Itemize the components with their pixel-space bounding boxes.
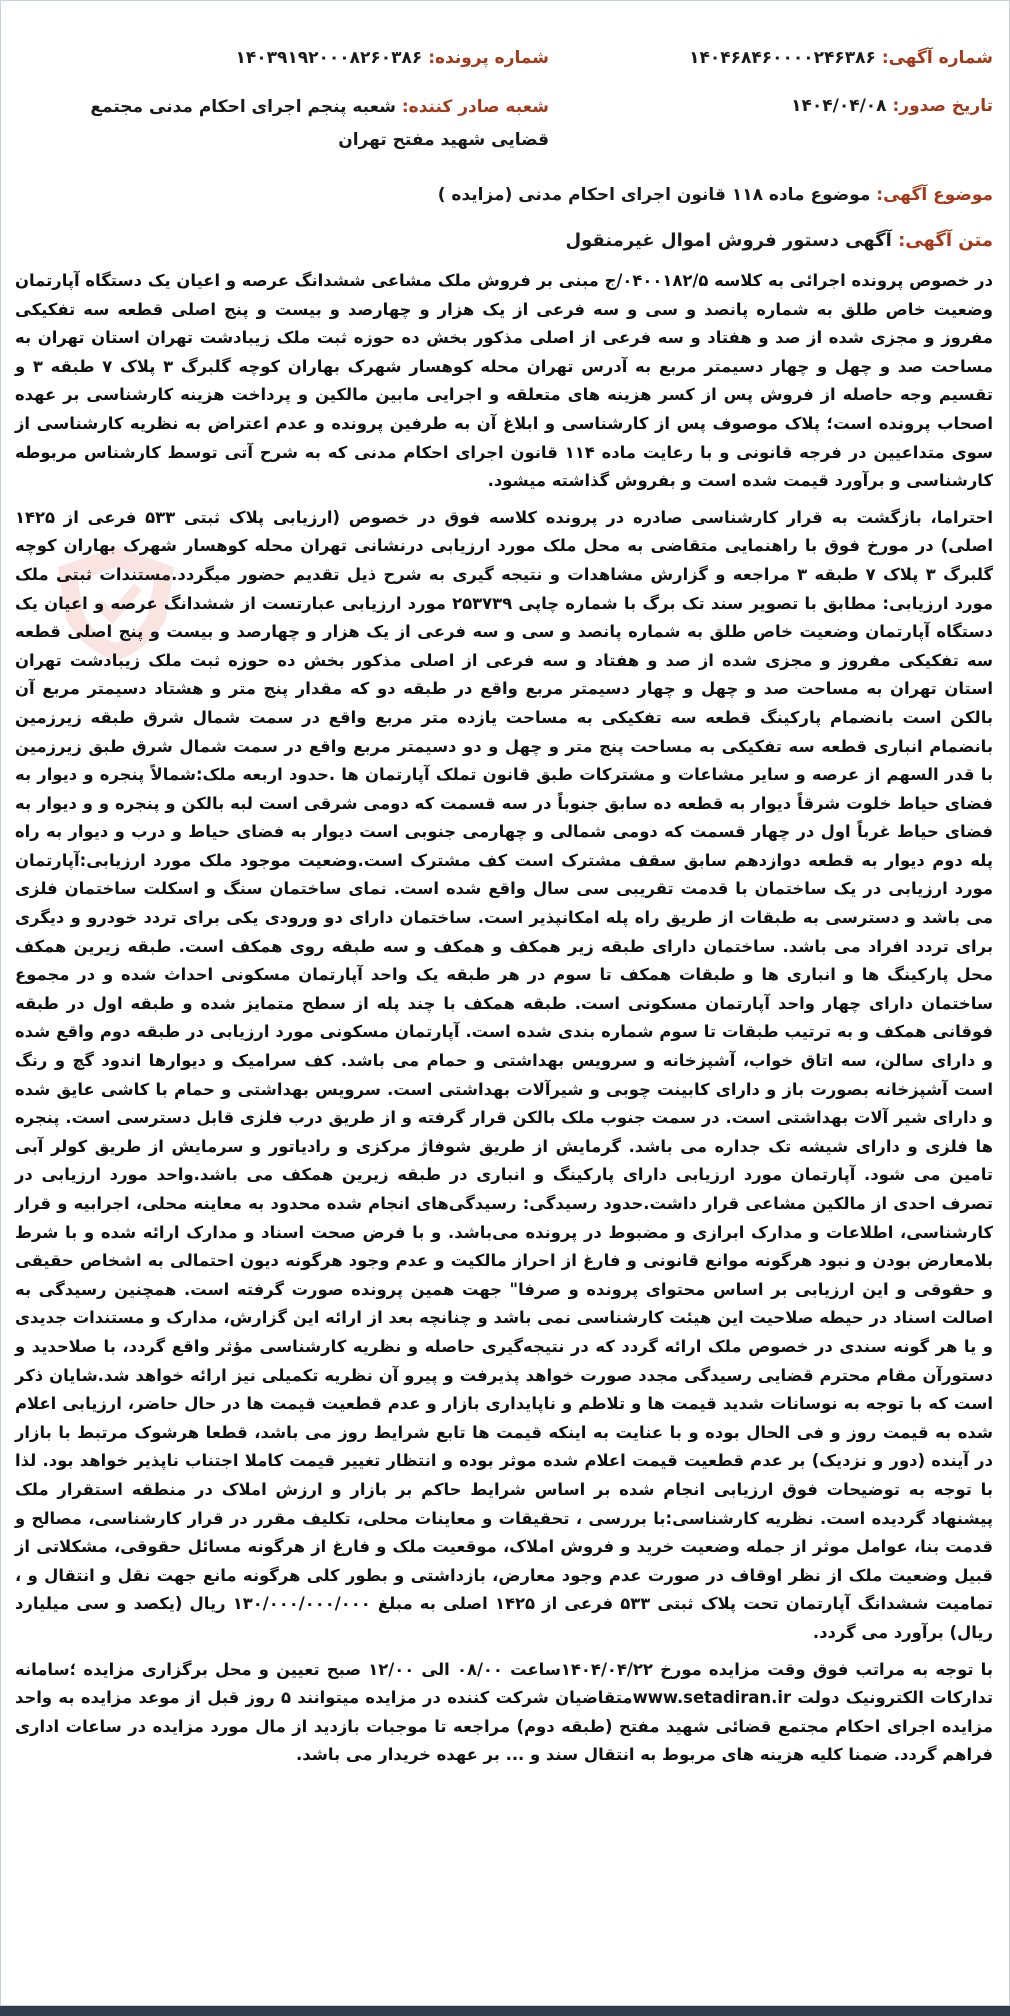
bottom-bar: [0, 2006, 1010, 2016]
announcement-number-value: ۱۴۰۴۶۸۴۶۰۰۰۰۲۴۶۳۸۶: [689, 48, 876, 68]
issuing-branch-label: شعبه صادر کننده:: [401, 97, 549, 117]
issue-date-label: تاریخ صدور:: [892, 96, 993, 116]
announcement-subject-label: موضوع آگهی:: [876, 185, 993, 205]
case-number: [235, 45, 549, 71]
issue-date-value: ۱۴۰۴/۰۴/۰۸: [791, 96, 887, 116]
issue-date: [791, 93, 993, 119]
announcement-subject: [438, 182, 993, 208]
announcement-body: [15, 267, 993, 1778]
announcement-text-value: آگهی دستور فروش اموال غیرمنقول: [565, 230, 892, 251]
announcement-number: [689, 45, 993, 71]
body-paragraph-expert-report: احتراما، بازگشت به قرار کارشناسی صادره در پرونده کلاسه فوق در خصوص (ارزیابی پلاک ثبتی ۵۳۳ فرعی از ۱۴۲۵ اصلی) در مورخ فوق با راهنمایی متقاضی به محل ملک مورد ارزیابی درنشانی تهران محله کوهسار شهرک بهاران کوچه گلبرگ ۳ پلاک ۷ طبقه ۳ مراجعه و گزارش مشاهدات و نتیجه گیری به شرح ذیل تقدیم حضور میگردد.مستندات ثبتی ملک مورد ارزیابی: مطابق با تصویر سند تک برگ با شماره چاپی ۲۵۳۷۳۹ مورد ارزیابی عبارتست از ششدانگ عرصه و اعیان یک دستگاه آپارتمان وضعیت خاص طلق به شماره پانصد و سی و سه فرعی از یک هزار و چهارصد و بیست و پنج اصلی قطعه سه تفکیکی مفروز و مجزی شده از صد و هفتاد و سه فرعی از اصلی مذکور بخش ده حوزه ثبت ملک زیبادشت تهران استان تهران به مساحت صد و چهل و چهار دسیمتر مربع واقع در طبقه دو که مقدار پنج متر و هشتاد دسیمتر مربع آن بالکن است بانضمام پارکینگ قطعه سه تفکیکی به مساحت یازده متر مربع واقع در سمت شمال شرق طبقه زیرزمین بانضمام انباری قطعه سه تفکیکی به مساحت پنج متر و چهل و دو دسیمتر مربع واقع در سمت شمال شرق طبق زیرزمین با قدر السهم از عرصه و سایر مشاعات و مشترکات طبق قانون تملک آپارتمان ها .حدود اربعه ملک:شمالاً پنجره و دیوار به فضای حیاط خلوت شرقاً دیوار به قطعه ده سابق جنوباً در سه قسمت که دومی شرقی است لبه بالکن و پنجره و و دیوار به فضای حیاط غرباً اول در چهار قسمت که دومی شمالی و چهارمی جنوبی است دیوار به فضای حیاط و درب و دیوار به راه پله دوم دیوار به قطعه دوازدهم سابق سقف مشترک است کف مشترک است.وضعیت موجود ملک مورد ارزیابی:آپارتمان مورد ارزیابی در یک ساختمان با قدمت تقریبی سی سال واقع شده است. نمای ساختمان سنگ و اسکلت ساختمان فلزی می باشد و دسترسی به طبقات از طریق راه پله امکانپذیر است. ساختمان دارای دو ورودی یکی برای تردد خودرو و دیگری برای تردد افراد می باشد. ساختمان دارای طبقه زیر همکف و همکف و سه طبقه روی همکف است. طبقه زیرین همکف محل پارکینگ ها و انباری ها و طبقات همکف تا سوم در هر طبقه یک واحد آپارتمان مسکونی احداث شده و در مجموع ساختمان دارای چهار واحد آپارتمان مسکونی است. طبقه همکف با چند پله از سطح متمایز شده و طبقه اول در طبقه فوقانی همکف و به ترتیب طبقات تا سوم شماره بندی شده است. آپارتمان مسکونی مورد ارزیابی در طبقه دوم واقع شده و دارای سالن، سه اتاق خواب، آشپزخانه و سرویس بهداشتی و حمام می باشد. کف سرامیک و دیوارها اندود گچ و رنگ است آشپزخانه بصورت باز و دارای کابینت چوبی و شیرآلات بهداشتی است. سرویس بهداشتی و حمام با کاشی عایق شده و دارای شیر آلات بهداشتی است. در سمت جنوب ملک بالکن قرار گرفته و از طریق درب فلزی قابل دسترسی است. پنجره ها فلزی و دارای شیشه تک جداره می باشد. گرمایش از طریق شوفاژ مرکزی و رادیاتور و سرمایش از طریق کولر آبی تامین می شود. آپارتمان مورد ارزیابی دارای پارکینگ و انباری در طبقه زیرین همکف می باشد.واحد مورد ارزیابی در تصرف احدی از مالکین مشاعی قرار داشت.حدود رسیدگی: رسیدگی‌های انجام شده محدود به معاینه محلی، اجرابیه و قرار کارشناسی، اطلاعات و مدارک ابرازی و مضبوط در پرونده می‌باشد. و با فرض صحت اسناد و مدارک ارائه شده و با شرط بلامعارض بودن و نبود هرگونه موانع قانونی و فارغ از احراز مالکیت و عدم وجود هرگونه دیون احتمالی به اشخاص حقیقی و حقوقی و این ارزیابی بر اساس محتوای پرونده و صرفا" جهت همین پرونده صورت گرفته است. همچنین رسیدگی به اصالت اسناد در حیطه صلاحیت این هیئت کارشناسی نمی باشد و چنانچه بعد از ارائه این گزارش، مدارک و مستندات جدیدی و یا هر گونه سندی در خصوص ملک ارائه گردد که در نتیجه‌گیری حاصله و نظریه کارشناسی مؤثر واقع گردد، با صلاحدید و دستورآن مقام محترم قضایی رسیدگی مجدد صورت خواهد پذیرفت و پیرو آن نظریه تکمیلی نیز ارائه خواهد شد.شایان ذکر است که با توجه به نوسانات شدید قیمت ها و تلاطم و ناپایداری بازار و عدم قطعیت قیمت ها در حال حاضر، ارزیابی اعلام شده به قیمت روز و فی الحال بوده و با عنایت به اینکه قیمت ها تابع شرایط روز می باشد، قطعا هرشوک مرتبط با بازار در آینده (دور و نزدیک) بر عدم قطعیت قیمت اعلام شده موثر بوده و انتظار تغییر قیمت کاملا اجتناب ناپذیر خواهد بود. لذا با توجه به توضیحات فوق ارزیابی انجام شده بر اساس شرایط حاکم بر بازار و ارزش املاک در منطقه استقرار ملک پیشنهاد گردیده است. نظریه کارشناسی:با بررسی ، تحقیقات و معاینات محلی، تکلیف مقرر در قرار کارشناسی، مصالح و قدمت بنا، عوامل موثر از جمله وضعیت خرید و فروش املاک، موقعیت ملک و فارغ از هرگونه مسائل حقوقی، مشکلاتی از قبیل وضعیت ملک از نظر اوقاف در صورت عدم وجود معارض، بازداشتی و بطور کلی هرگونه مانع جهت نقل و انتقال و ، تمامیت ششدانگ آپارتمان تحت پلاک ثبتی ۵۳۳ فرعی از ۱۴۲۵ اصلی به مبلغ ۱۳۰/۰۰۰/۰۰۰/۰۰۰ ریال (یکصد و سی میلیارد ریال) برآورد می گردد.: [15, 507, 994, 1642]
announcement-text-title: [566, 228, 994, 254]
announcement-text-label: متن آگهی:: [898, 230, 993, 251]
announcement-subject-value: موضوع ماده ۱۱۸ قانون اجرای احکام مدنی (مزایده ): [437, 185, 871, 205]
issuing-branch: [29, 91, 549, 157]
case-number-value: ۱۴۰۳۹۱۹۲۰۰۰۸۲۶۰۳۸۶: [235, 48, 423, 68]
issuing-branch-value: شعبه پنجم اجرای احکام مدنی مجتمع قضایی شهید مفتح تهران: [90, 97, 549, 150]
announcement-number-label: شماره آگهی:: [881, 48, 993, 68]
body-paragraph-auction-details: با توجه به مراتب فوق وقت مزایده مورخ ۱۴۰۴/۰۴/۲۲ساعت ۰۸/۰۰ الی ۱۲/۰۰ صبح تعیین و محل برگزاری مزایده ؛سامانه تدارکات الکترونیک دولت www.setadiran.irمتقاضیان شرکت کننده در مزایده میتوانند ۵ روز قبل از موعد مزایده به واحد مزایده اجرای احکام مجتمع قضائی شهید مفتح (طبقه دوم) مراجعه تا موجبات بازدید از مال مورد مزایده در ساعات اداری فراهم گردد. ضمنا کلیه هزینه های مربوط به انتقال سند و ... بر عهده خریدار می باشد.: [15, 1659, 993, 1765]
body-paragraph-case-intro: در خصوص پرونده اجرائی به کلاسه ۰۴۰۰۱۸۲/۵/ج مبنی بر فروش ملک مشاعی ششدانگ عرصه و اعیان یک دستگاه آپارتمان وضعیت خاص طلق به شماره پانصد و سی و سه فرعی از یک هزار و چهارصد و بیست و پنج اصلی قطعه سه تفکیکی مفروز و مجزی شده از صد و هفتاد و سه فرعی از اصلی مذکور بخش ده حوزه ثبت ملک زیبادشت تهران استان تهران به مساحت صد و چهل و چهار دسیمتر مربع به آدرس تهران محله کوهسار شهرک بهاران کوچه گلبرگ ۳ پلاک ۷ طبقه ۳ و تقسیم وجه حاصله از فروش پس از کسر هزینه های متعلقه و اجرایی مابین مالکین و پرداخت هزینه کارشناسی بر عهده اصحاب پرونده است؛ پلاک موصوف پس از کارشناسی و ابلاغ آن به طرفین پرونده و عدم اعتراض به نظریه کارشناسی از سوی متداعیین در فرجه قانونی و با رعایت ماده ۱۱۴ قانون اجرای احکام مدنی که به شرح آتی توسط کارشناس مربوطه کارشناسی و برآورد قیمت شده است و بفروش گذاشته میشود.: [15, 271, 993, 491]
case-number-label: شماره پرونده:: [428, 48, 549, 68]
